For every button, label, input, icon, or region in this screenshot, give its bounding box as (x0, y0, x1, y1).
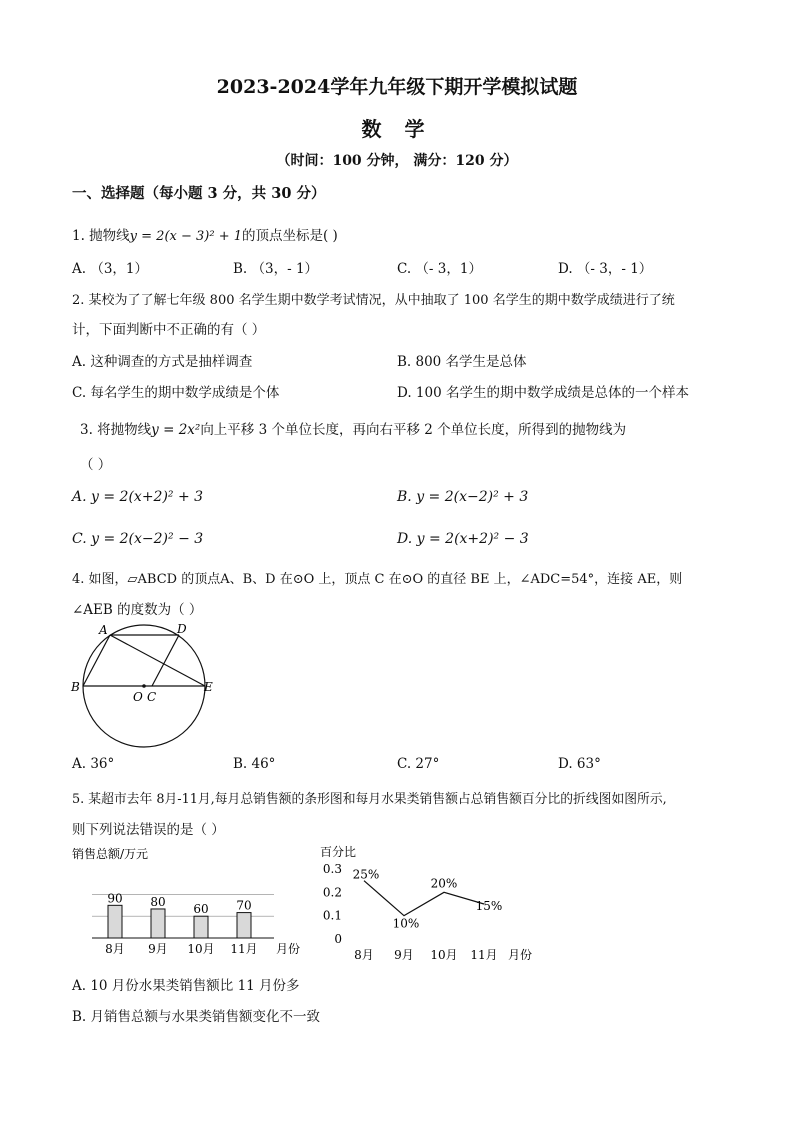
label-d: D (177, 622, 187, 636)
q1-option-a: A. （3，1） (72, 261, 149, 277)
q5-line-1: 5. 某超市去年 8月-11月,每月总销售额的条形图和每月水果类销售额占总销售额百分比的折线图如图所示, (72, 792, 667, 807)
segment-ab (83, 635, 110, 686)
q3-line-2: （ ） (80, 457, 112, 473)
bar-data-label: 70 (236, 898, 252, 913)
line-chart-xlabel: 月份 (508, 948, 533, 962)
q2-option-b: B. 800 名学生是总体 (397, 354, 527, 370)
section-heading: 一、选择题（每小题 3 分，共 30 分） (72, 185, 326, 202)
line-chart (316, 842, 556, 964)
q2-option-a: A. 这种调查的方式是抽样调查 (72, 354, 253, 370)
q4-option-b: B. 46° (233, 756, 276, 772)
line-y-tick-label: 0.1 (322, 908, 342, 923)
question-1 (72, 224, 338, 244)
label-a: A (99, 623, 108, 637)
q3-option-c: C. y = 2(x−2)² − 3 (72, 531, 204, 547)
segment-dc (152, 635, 179, 686)
bar-mark (151, 909, 165, 938)
q3-suffix: 向上平移 3 个单位长度，再向右平移 2 个单位长度，所得到的抛物线为 (200, 422, 627, 438)
segment-ae (110, 635, 205, 686)
line-chart-title: 百分比 (320, 845, 357, 859)
page-title: 2023-2024学年九年级下期开学模拟试题 (216, 76, 578, 98)
label-e: E (204, 680, 213, 694)
line-y-tick-label: 0.2 (322, 885, 342, 900)
q4-line-2: ∠AEB 的度数为（ ） (72, 602, 203, 618)
q3-formula: y = 2x² (151, 422, 201, 438)
label-c: C (147, 690, 157, 704)
q5-option-b: B. 月销售总额与水果类销售额变化不一致 (72, 1009, 321, 1025)
q2-line-2: 计，下面判断中不正确的有（ ） (72, 322, 266, 338)
line-category-label: 8月 (354, 948, 374, 962)
q3-prefix: 3. 将抛物线 (80, 422, 152, 438)
q5-option-a: A. 10 月份水果类销售额比 11 月份多 (72, 978, 300, 994)
line-data-label: 25% (352, 867, 380, 882)
subject-title: 数 学 (361, 117, 433, 141)
line-data-label: 20% (430, 876, 458, 891)
q2-line-1: 2. 某校为了了解七年级 800 名学生期中数学考试情况，从中抽取了 100 名学生的期中数学成绩进行了统 (72, 293, 675, 308)
q3-option-a: A. y = 2(x+2)² + 3 (72, 489, 204, 505)
bar-chart-xlabel: 月份 (276, 942, 301, 956)
q4-line-1: 4. 如图，▱ABCD 的顶点A、B、D 在⊙O 上，顶点 C 在⊙O 的直径 BE 上，∠ADC=54°，连接 AE，则 (72, 572, 683, 587)
bar-mark (194, 916, 208, 938)
bar-chart-title: 销售总额/万元 (72, 847, 149, 861)
line-series (364, 881, 484, 916)
q1-option-d: D. （- 3，- 1） (558, 261, 653, 277)
exam-info: （时间：100 分钟， 满分：120 分） (276, 153, 518, 169)
bar-data-label: 90 (107, 891, 123, 906)
label-o: O (133, 690, 143, 704)
bar-data-label: 80 (150, 894, 166, 909)
q1-formula: y = 2(x − 3)² + 1 (129, 229, 242, 244)
center-point (142, 684, 146, 688)
bar-chart (66, 842, 316, 964)
bar-category-label: 10月 (187, 942, 215, 956)
label-b: B (71, 680, 80, 694)
q2-option-d: D. 100 名学生的期中数学成绩是总体的一个样本 (397, 385, 689, 401)
q1-suffix: 的顶点坐标是( ) (242, 228, 338, 244)
q4-option-c: C. 27° (397, 756, 440, 772)
bar-category-label: 8月 (105, 942, 125, 956)
line-data-label: 15% (475, 899, 503, 913)
line-category-label: 10月 (430, 948, 458, 962)
q4-option-a: A. 36° (72, 756, 115, 772)
q1-option-b: B. （3，- 1） (233, 261, 319, 277)
line-category-label: 9月 (394, 948, 414, 962)
line-data-label: 10% (392, 916, 420, 931)
line-category-label: 11月 (470, 948, 498, 962)
q5-line-2: 则下列说法错误的是（ ） (72, 822, 225, 838)
q3-option-d: D. y = 2(x+2)² − 3 (397, 531, 529, 547)
q1-option-c: C. （- 3，1） (397, 261, 482, 277)
q3-option-b: B. y = 2(x−2)² + 3 (397, 489, 529, 505)
q4-option-d: D. 63° (558, 756, 601, 772)
bar-mark (108, 905, 122, 938)
bar-category-label: 11月 (230, 942, 258, 956)
line-y-tick-label: 0 (334, 932, 342, 946)
q4-geometry-figure (66, 618, 226, 748)
question-3 (80, 418, 626, 438)
line-y-tick-label: 0.3 (322, 862, 342, 876)
bar-mark (237, 913, 251, 938)
bar-data-label: 60 (193, 902, 209, 917)
q2-option-c: C. 每名学生的期中数学成绩是个体 (72, 385, 280, 401)
bar-category-label: 9月 (148, 942, 168, 956)
q1-prefix: 1. 抛物线 (72, 228, 130, 244)
